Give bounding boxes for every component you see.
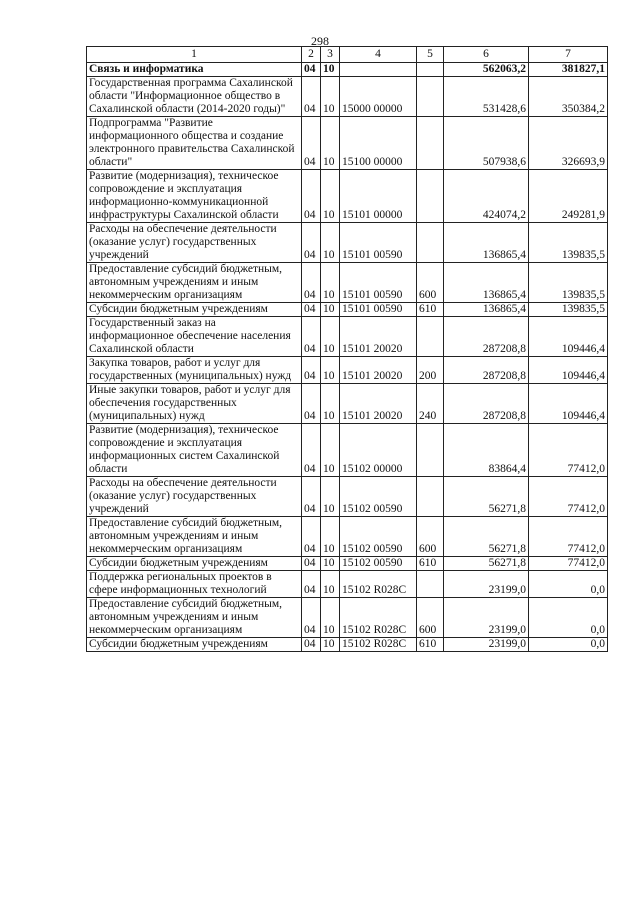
col-header-3: 3	[321, 47, 340, 63]
row-value-col7: 139835,5	[529, 263, 608, 303]
row-value-col7: 139835,5	[529, 303, 608, 317]
row-section: 04	[302, 424, 321, 477]
table-row	[87, 384, 608, 424]
row-value-col7: 350384,2	[529, 77, 608, 117]
row-value-col6: 23199,0	[444, 598, 529, 638]
row-value-col6: 23199,0	[444, 638, 529, 652]
row-target-code: 15102 R028C	[340, 638, 417, 652]
table-row	[87, 317, 608, 357]
row-section: 04	[302, 477, 321, 517]
row-name: Связь и информатика	[87, 63, 302, 77]
row-target-code: 15102 00590	[340, 477, 417, 517]
row-value-col6: 136865,4	[444, 263, 529, 303]
row-expense-type	[417, 63, 444, 77]
row-value-col6: 531428,6	[444, 77, 529, 117]
row-target-code: 15102 00000	[340, 424, 417, 477]
col-header-5: 5	[417, 47, 444, 63]
row-target-code: 15102 R028C	[340, 598, 417, 638]
row-target-code: 15102 00590	[340, 557, 417, 571]
row-name: Закупка товаров, работ и услуг для государственных (муниципальных) нужд	[87, 357, 302, 384]
col-header-7: 7	[529, 47, 608, 63]
row-value-col7: 77412,0	[529, 557, 608, 571]
row-value-col7: 109446,4	[529, 317, 608, 357]
table-row	[87, 263, 608, 303]
row-section: 04	[302, 384, 321, 424]
row-section: 04	[302, 317, 321, 357]
row-expense-type	[417, 571, 444, 598]
row-value-col6: 23199,0	[444, 571, 529, 598]
row-name: Расходы на обеспечение деятельности (оказание услуг) государственных учреждений	[87, 223, 302, 263]
row-name: Государственная программа Сахалинской области "Информационное общество в Сахалинской области (2014-2020 годы)"	[87, 77, 302, 117]
row-value-col7: 109446,4	[529, 357, 608, 384]
row-section: 04	[302, 598, 321, 638]
row-subsection: 10	[321, 317, 340, 357]
row-name: Государственный заказ на информационное обеспечение населения Сахалинской области	[87, 317, 302, 357]
table-row	[87, 598, 608, 638]
table-row	[87, 63, 608, 77]
row-target-code: 15101 00590	[340, 223, 417, 263]
table-row	[87, 357, 608, 384]
row-subsection: 10	[321, 303, 340, 317]
row-value-col7: 381827,1	[529, 63, 608, 77]
row-expense-type	[417, 170, 444, 223]
row-target-code: 15100 00000	[340, 117, 417, 170]
row-value-col7: 326693,9	[529, 117, 608, 170]
row-value-col6: 136865,4	[444, 303, 529, 317]
row-target-code: 15101 20020	[340, 384, 417, 424]
row-section: 04	[302, 303, 321, 317]
page-number: 298	[311, 34, 329, 48]
row-section: 04	[302, 557, 321, 571]
row-section: 04	[302, 77, 321, 117]
table-row	[87, 517, 608, 557]
table-row	[87, 424, 608, 477]
table-row	[87, 303, 608, 317]
row-expense-type: 610	[417, 638, 444, 652]
row-subsection: 10	[321, 223, 340, 263]
col-header-1: 1	[87, 47, 302, 63]
row-name: Субсидии бюджетным учреждениям	[87, 638, 302, 652]
row-target-code: 15101 00000	[340, 170, 417, 223]
row-expense-type: 200	[417, 357, 444, 384]
row-value-col6: 56271,8	[444, 517, 529, 557]
row-section: 04	[302, 63, 321, 77]
row-section: 04	[302, 638, 321, 652]
row-target-code: 15101 20020	[340, 317, 417, 357]
row-subsection: 10	[321, 517, 340, 557]
row-target-code: 15102 R028C	[340, 571, 417, 598]
row-value-col7: 249281,9	[529, 170, 608, 223]
col-header-6: 6	[444, 47, 529, 63]
table-row	[87, 77, 608, 117]
row-name: Поддержка региональных проектов в сфере информационных технологий	[87, 571, 302, 598]
table-row	[87, 477, 608, 517]
row-section: 04	[302, 223, 321, 263]
row-subsection: 10	[321, 263, 340, 303]
row-subsection: 10	[321, 424, 340, 477]
table-row	[87, 571, 608, 598]
row-section: 04	[302, 263, 321, 303]
table-row	[87, 117, 608, 170]
row-subsection: 10	[321, 571, 340, 598]
row-expense-type	[417, 424, 444, 477]
row-name: Развитие (модернизация), техническое сопровождение и эксплуатация информационных систем Сахалинской области	[87, 424, 302, 477]
row-expense-type	[417, 77, 444, 117]
row-target-code: 15000 00000	[340, 77, 417, 117]
row-subsection: 10	[321, 598, 340, 638]
row-value-col6: 83864,4	[444, 424, 529, 477]
row-expense-type	[417, 477, 444, 517]
row-subsection: 10	[321, 557, 340, 571]
table-row	[87, 557, 608, 571]
row-value-col7: 109446,4	[529, 384, 608, 424]
col-header-4: 4	[340, 47, 417, 63]
row-expense-type: 610	[417, 557, 444, 571]
row-value-col6: 424074,2	[444, 170, 529, 223]
row-name: Предоставление субсидий бюджетным, автономным учреждениям и иным некоммерческим организациям	[87, 263, 302, 303]
row-subsection: 10	[321, 384, 340, 424]
row-value-col7: 77412,0	[529, 424, 608, 477]
row-value-col6: 136865,4	[444, 223, 529, 263]
row-value-col7: 0,0	[529, 571, 608, 598]
row-name: Расходы на обеспечение деятельности (оказание услуг) государственных учреждений	[87, 477, 302, 517]
row-expense-type: 600	[417, 598, 444, 638]
row-subsection: 10	[321, 357, 340, 384]
row-name: Развитие (модернизация), техническое сопровождение и эксплуатация информационно-коммуникационной инфраструктуры Сахалинской области	[87, 170, 302, 223]
row-name: Предоставление субсидий бюджетным, автономным учреждениям и иным некоммерческим организациям	[87, 517, 302, 557]
table-row	[87, 170, 608, 223]
row-section: 04	[302, 357, 321, 384]
col-header-2: 2	[302, 47, 321, 63]
table-row	[87, 223, 608, 263]
row-value-col6: 287208,8	[444, 317, 529, 357]
row-value-col7: 139835,5	[529, 223, 608, 263]
row-value-col6: 287208,8	[444, 384, 529, 424]
row-section: 04	[302, 517, 321, 557]
row-value-col6: 507938,6	[444, 117, 529, 170]
row-value-col7: 0,0	[529, 598, 608, 638]
row-section: 04	[302, 117, 321, 170]
row-expense-type	[417, 223, 444, 263]
budget-table	[86, 46, 608, 652]
row-section: 04	[302, 170, 321, 223]
row-value-col6: 287208,8	[444, 357, 529, 384]
row-expense-type	[417, 317, 444, 357]
row-value-col6: 56271,8	[444, 477, 529, 517]
row-value-col7: 77412,0	[529, 477, 608, 517]
row-name: Субсидии бюджетным учреждениям	[87, 303, 302, 317]
row-name: Субсидии бюджетным учреждениям	[87, 557, 302, 571]
row-value-col7: 0,0	[529, 638, 608, 652]
row-target-code: 15101 00590	[340, 303, 417, 317]
row-value-col6: 56271,8	[444, 557, 529, 571]
row-value-col6: 562063,2	[444, 63, 529, 77]
row-expense-type: 240	[417, 384, 444, 424]
row-expense-type: 600	[417, 517, 444, 557]
row-name: Иные закупки товаров, работ и услуг для обеспечения государственных (муниципальных) нужд	[87, 384, 302, 424]
row-subsection: 10	[321, 63, 340, 77]
row-expense-type	[417, 117, 444, 170]
row-subsection: 10	[321, 77, 340, 117]
row-subsection: 10	[321, 638, 340, 652]
row-target-code	[340, 63, 417, 77]
header-row	[87, 47, 608, 63]
row-expense-type: 600	[417, 263, 444, 303]
row-target-code: 15102 00590	[340, 517, 417, 557]
row-subsection: 10	[321, 117, 340, 170]
row-subsection: 10	[321, 477, 340, 517]
row-value-col7: 77412,0	[529, 517, 608, 557]
row-name: Подпрограмма "Развитие информационного общества и создание электронного правительства Сахалинской области"	[87, 117, 302, 170]
row-section: 04	[302, 571, 321, 598]
table-row	[87, 638, 608, 652]
row-target-code: 15101 20020	[340, 357, 417, 384]
row-target-code: 15101 00590	[340, 263, 417, 303]
row-subsection: 10	[321, 170, 340, 223]
row-expense-type: 610	[417, 303, 444, 317]
row-name: Предоставление субсидий бюджетным, автономным учреждениям и иным некоммерческим организациям	[87, 598, 302, 638]
